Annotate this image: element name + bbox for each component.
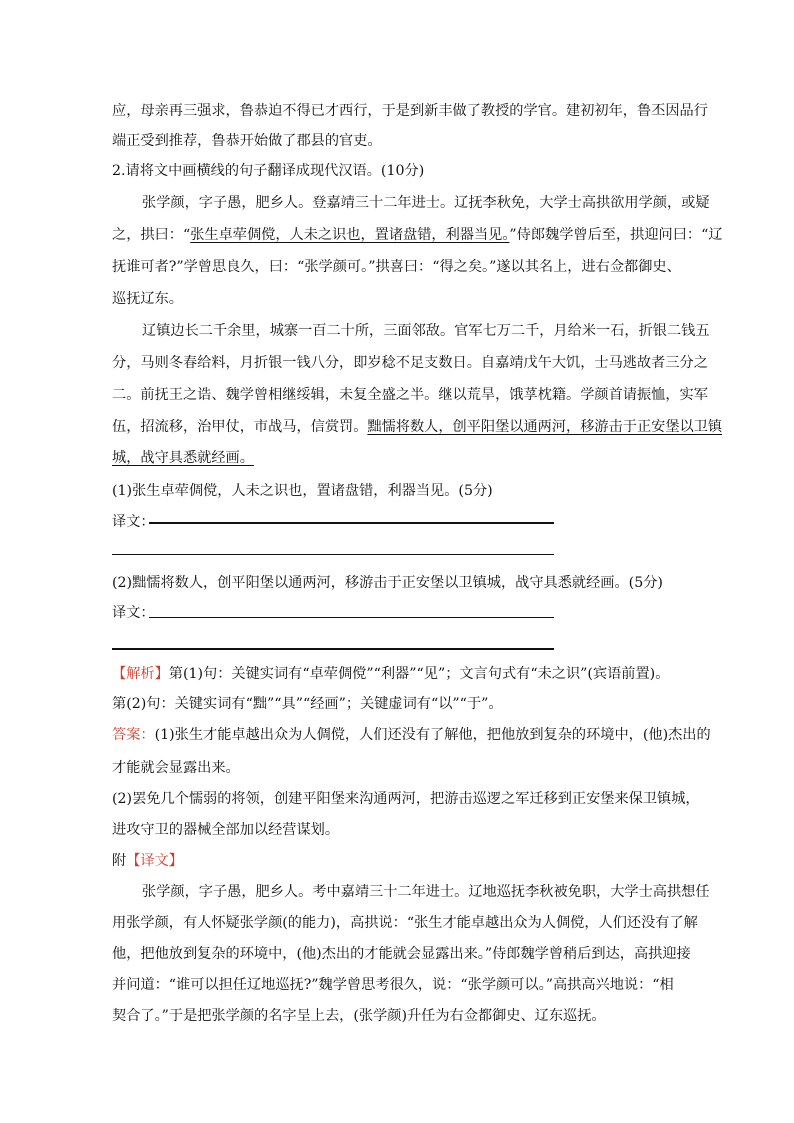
passage-p2-line-3: 二。前抚王之诰、魏学曾相继绥辑，未复全盛之半。继以荒旱，饿莩枕籍。学颜首请振恤，实军 bbox=[112, 387, 708, 403]
passage-p2-line-2: 分，马则冬春给料，月折银一钱八分，即岁稔不足支数日。自嘉靖戊午大饥，士马逃故者三分之 bbox=[112, 355, 708, 371]
answer-line-text-1 bbox=[112, 725, 711, 745]
translation-prefix: 附 bbox=[112, 853, 127, 869]
passage-text: ”侍郎魏学曾后至，拱迎问曰：“辽 bbox=[509, 227, 723, 243]
answer-label-2: 译文： bbox=[112, 605, 155, 621]
underlined-sentence-2b: 城，战守具悉就经画。 bbox=[112, 450, 254, 466]
answer-line-2a[interactable] bbox=[149, 617, 554, 618]
translation-line-1: 张学颜，字子愚，肥乡人。考中嘉靖三十二年进士。辽地巡抚李秋被免职，大学士高拱想任 bbox=[142, 884, 710, 900]
question-title: 2.请将文中画横线的句子翻译成现代汉语。(10分) bbox=[112, 163, 425, 179]
answer-line-text-4: 进攻守卫的器械全部加以经营谋划。 bbox=[112, 822, 340, 838]
translation-line-3: 他，把他放到复杂的环境中，(他)杰出的才能就会显露出来。”侍郎魏学曾稍后到达，高拱迎接 bbox=[112, 946, 691, 962]
sub-question-2: (2)黜懦将数人，创平阳堡以通两河，移游击于正安堡以卫镇城，战守具悉就经画。(5分) bbox=[112, 575, 663, 591]
translation-tag: 【译文】 bbox=[126, 853, 183, 869]
translation-heading bbox=[112, 851, 692, 871]
answer-line-text-2: 才能就会显露出来。 bbox=[112, 760, 240, 776]
analysis-tag: 【解析】 bbox=[112, 666, 169, 682]
answer-line-1b[interactable] bbox=[112, 554, 554, 555]
answer-line-text-3: (2)罢免几个懦弱的将领，创建平阳堡来沟通两河，把游击巡逻之军迁移到正安堡来保卫镇城， bbox=[112, 791, 700, 807]
passage-p2-line-5 bbox=[112, 448, 692, 468]
translation-line-5: 契合了。”于是把张学颜的名字呈上去，(张学颜)升任为右佥都御史、辽东巡抚。 bbox=[112, 1008, 606, 1024]
sub-question-1: (1)张生卓荦倜傥，人未之识也，置诸盘错，利器当见。(5分) bbox=[112, 483, 493, 499]
passage-p1-line-1: 张学颜，字子愚，肥乡人。登嘉靖三十二年进士。辽抚李秋免，大学士高拱欲用学颜，或疑 bbox=[142, 195, 710, 211]
passage-p1-line-3: 抚谁可者?”学曾思良久，曰：“张学颜可。”拱喜曰：“得之矣。”遂以其名上，进右佥都御史、 bbox=[112, 259, 681, 275]
analysis-line-1 bbox=[112, 664, 692, 684]
answer-tag: 答案： bbox=[112, 727, 155, 743]
translation-line-4: 并问道：“谁可以担任辽地巡抚?”魏学曾思考很久，说：“张学颜可以。”高拱高兴地说：“相 bbox=[112, 977, 674, 993]
passage-p1-line-4: 巡抚辽东。 bbox=[112, 291, 183, 307]
underlined-sentence-1: 张生卓荦倜傥，人未之识也，置诸盘错，利器当见。 bbox=[190, 227, 510, 243]
passage-p1-line-2 bbox=[112, 225, 723, 245]
answer-text: (1)张生才能卓越出众为人倜傥，人们还没有了解他，把他放到复杂的环境中，(他)杰出的 bbox=[154, 727, 711, 743]
intro-line-1: 应，母亲再三强求，鲁恭迫不得已才西行，于是到新丰做了教授的学官。建初初年，鲁丕因品行 bbox=[112, 103, 708, 119]
analysis-text: 第(1)句：关键实词有“卓荦倜傥”“利器”“见”；文言句式有“未之识”(宾语前置)。 bbox=[168, 666, 670, 682]
analysis-line-2: 第(2)句：关键实词有“黜”“具”“经画”；关键虚词有“以”“于”。 bbox=[112, 696, 503, 712]
passage-text: 之，拱曰：“ bbox=[112, 227, 191, 243]
answer-line-1a[interactable] bbox=[149, 522, 554, 524]
underlined-sentence-2a: 黜懦将数人，创平阳堡以通两河，移游击于正安堡以卫镇 bbox=[367, 419, 723, 435]
answer-line-2b[interactable] bbox=[112, 648, 554, 650]
answer-label-1: 译文： bbox=[112, 514, 155, 530]
passage-text: 伍，招流移，治甲仗，市战马，信赏罚。 bbox=[112, 419, 368, 435]
intro-line-2: 端正受到推荐，鲁恭开始做了郡县的官吏。 bbox=[112, 133, 382, 149]
passage-p2-line-4 bbox=[112, 417, 723, 437]
passage-p2-line-1: 辽镇边长二千余里，城寨一百二十所，三面邻敌。官军七万二千，月给米一石，折银二钱五 bbox=[142, 323, 710, 339]
translation-line-2: 用张学颜，有人怀疑张学颜(的能力)，高拱说：“张生才能卓越出众为人倜傥，人们还没有了解 bbox=[112, 915, 698, 931]
